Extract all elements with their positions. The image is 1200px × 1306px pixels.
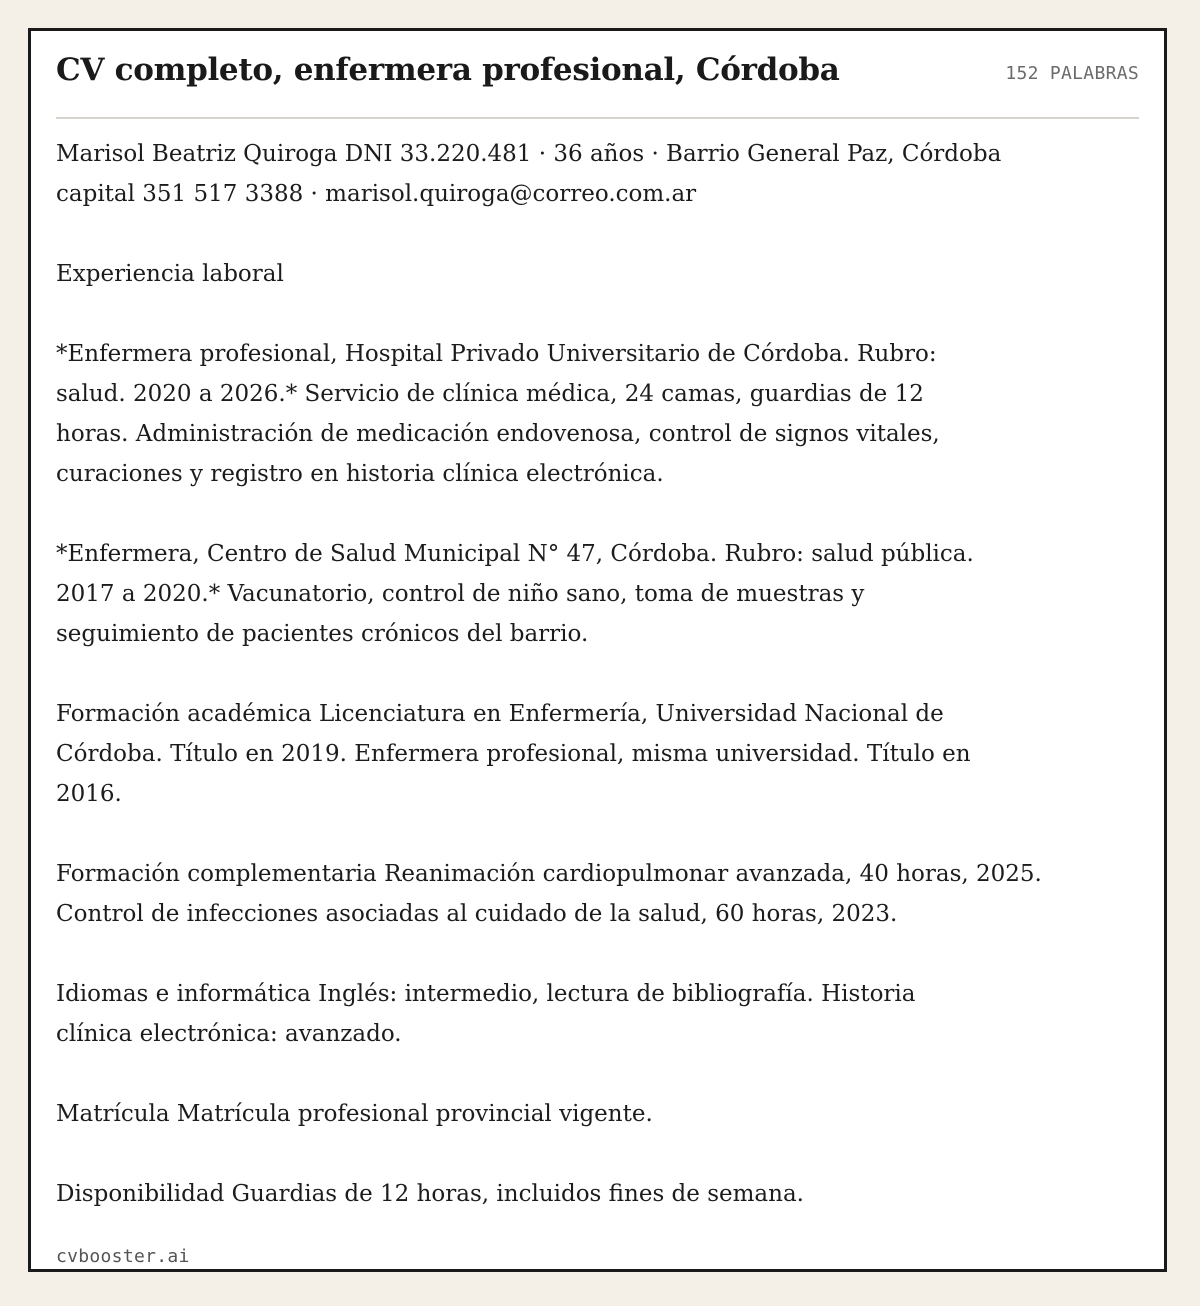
- license-paragraph: Matrícula Matrícula profesional provincial vigente.: [56, 1101, 653, 1127]
- brand-footer: cvbooster.ai: [56, 1246, 190, 1267]
- word-count-badge: 152 PALABRAS: [1005, 63, 1139, 84]
- education-paragraph: Formación académica Licenciatura en Enfermería, Universidad Nacional de Córdoba. Título en 2019. Enfermera profesional, misma universidad. Título en 2016.: [56, 701, 971, 807]
- cv-header: [56, 53, 1139, 119]
- experience-entry-hospital: *Enfermera profesional, Hospital Privado Universitario de Córdoba. Rubro: salud. 2020 a 2026.* Servicio de clínica médica, 24 camas, guardias de 12 horas. Administración de medicación endovenosa, control de signos vitales, curaciones y registro en historia clínica electrónica.: [56, 341, 940, 487]
- cv-body: [56, 134, 1076, 1214]
- experience-heading: Experiencia laboral: [56, 261, 284, 287]
- availability-paragraph: Disponibilidad Guardias de 12 horas, incluidos fines de semana.: [56, 1181, 804, 1207]
- cv-card: [28, 28, 1167, 1272]
- languages-paragraph: Idiomas e informática Inglés: intermedio, lectura de bibliografía. Historia clínica electrónica: avanzado.: [56, 981, 916, 1047]
- contact-paragraph: Marisol Beatriz Quiroga DNI 33.220.481 · 36 años · Barrio General Paz, Córdoba capital 351 517 3388 · marisol.quiroga@correo.com.ar: [56, 141, 1002, 207]
- experience-entry-health-center: *Enfermera, Centro de Salud Municipal N° 47, Córdoba. Rubro: salud pública. 2017 a 2020.* Vacunatorio, control de niño sano, toma de muestras y seguimiento de pacientes crónicos del barrio.: [56, 541, 974, 647]
- page-title: CV completo, enfermera profesional, Córdoba: [56, 52, 840, 88]
- complementary-training-paragraph: Formación complementaria Reanimación cardiopulmonar avanzada, 40 horas, 2025. Control de infecciones asociadas al cuidado de la salud, 60 horas, 2023.: [56, 861, 1042, 927]
